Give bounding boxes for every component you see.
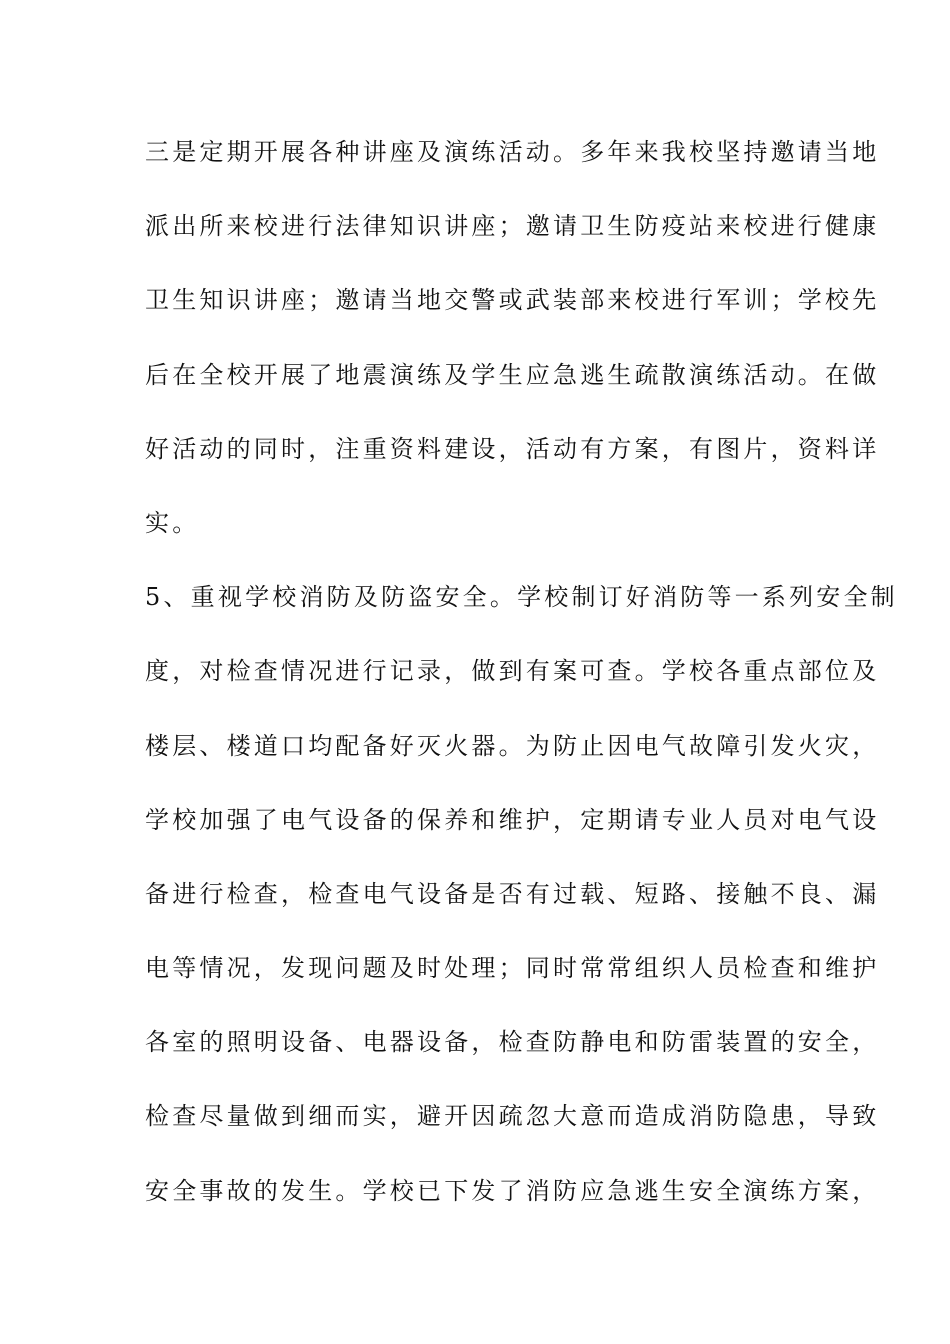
text-line: 卫生知识讲座；邀请当地交警或武装部来校进行军训；学校先 bbox=[145, 286, 880, 315]
text-line: 后在全校开展了地震演练及学生应急逃生疏散演练活动。在做 bbox=[145, 360, 880, 389]
text-line: 楼层、楼道口均配备好灭火器。为防止因电气故障引发火灾， bbox=[145, 731, 880, 760]
text-line: 安全事故的发生。学校已下发了消防应急逃生安全演练方案， bbox=[145, 1176, 880, 1205]
text-line: 电等情况，发现问题及时处理；同时常常组织人员检查和维护 bbox=[145, 954, 880, 983]
text-line: 备进行检查，检查电气设备是否有过载、短路、接触不良、漏 bbox=[145, 879, 880, 908]
text-line: 学校加强了电气设备的保养和维护，定期请专业人员对电气设 bbox=[145, 805, 880, 834]
text-line: 三是定期开展各种讲座及演练活动。多年来我校坚持邀请当地 bbox=[145, 138, 880, 166]
text-line: 各室的照明设备、电器设备，检查防静电和防雷装置的安全， bbox=[145, 1028, 880, 1057]
text-line: 派出所来校进行法律知识讲座；邀请卫生防疫站来校进行健康 bbox=[145, 212, 880, 241]
text-line: 好活动的同时，注重资料建设，活动有方案，有图片，资料详 bbox=[145, 434, 880, 463]
body-text bbox=[145, 130, 898, 1243]
text-line: 检查尽量做到细而实，避开因疏忽大意而造成消防隐患，导致 bbox=[145, 1102, 880, 1131]
text-line: 实。 bbox=[145, 508, 200, 537]
text-line: 5、重视学校消防及防盗安全。学校制订好消防等一系列安全制 bbox=[145, 583, 898, 612]
text-line: 度，对检查情况进行记录，做到有案可查。学校各重点部位及 bbox=[145, 657, 880, 686]
